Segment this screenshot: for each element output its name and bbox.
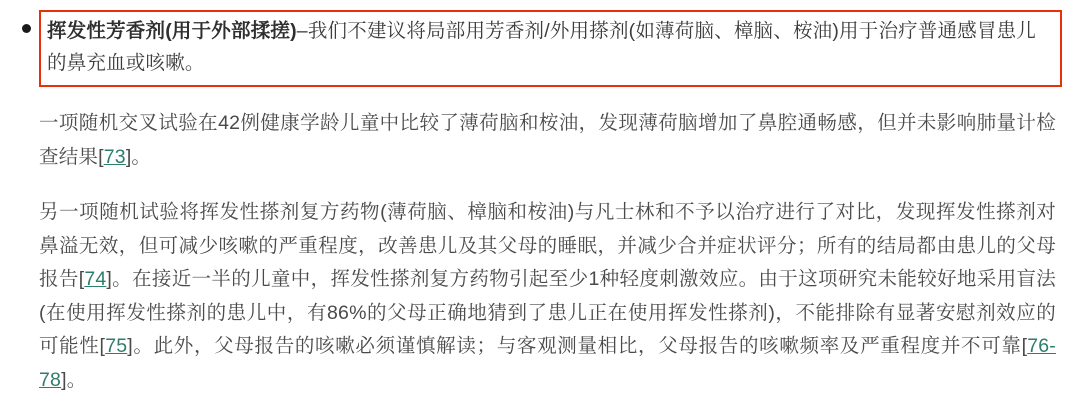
highlight-paragraph <box>47 16 1052 79</box>
bulleted-highlight-item <box>22 10 1062 87</box>
paragraph-text: ]。在接近一半的儿童中，挥发性搽剂复方药物引起至少1种轻度刺激效应。由于这项研究未能较好地采用盲法(在使用挥发性搽剂的患儿中，有86%的父母正确地猜到了患儿正在使用挥发性搽剂)，不能排除有显著安慰剂效应的可能性[ <box>39 268 1056 358</box>
paragraph-text: ]。此外，父母报告的咳嗽必须谨慎解读；与客观测量相比，父母报告的咳嗽频率及严重程度并不可靠[ <box>127 335 1028 358</box>
bullet-dot-icon <box>22 24 31 33</box>
paragraph-text: ]。 <box>125 145 152 168</box>
highlight-dash: – <box>296 20 308 42</box>
reference-link[interactable]: 76-78 <box>39 335 1056 391</box>
highlight-title: 挥发性芳香剂(用于外部揉搓) <box>47 20 297 42</box>
reference-link[interactable]: 74 <box>84 268 107 291</box>
reference-link[interactable]: 73 <box>103 145 126 168</box>
paragraph-text: ]。 <box>61 368 87 391</box>
highlight-body: 我们不建议将局部用芳香剂/外用搽剂(如薄荷脑、樟脑、桉油)用于治疗普通感冒患儿的鼻充血或咳嗽。 <box>47 20 1037 74</box>
paragraph-text: 另一项随机试验将挥发性搽剂复方药物(薄荷脑、樟脑和桉油)与凡士林和不予以治疗进行了对比，发现挥发性搽剂对鼻溢无效，但可减少咳嗽的严重程度，改善患儿及其父母的睡眠，并减少合并症状评分；所有的结局都由患儿的父母报告[ <box>39 201 1056 291</box>
reference-link[interactable]: 75 <box>105 335 128 358</box>
paragraph-text: 一项随机交叉试验在42例健康学龄儿童中比较了薄荷脑和桉油，发现薄荷脑增加了鼻腔通畅感，但并未影响肺量计检查结果[ <box>39 112 1056 168</box>
paragraph-1 <box>22 107 1062 174</box>
paragraph-2 <box>22 196 1062 397</box>
red-highlight-box <box>39 10 1062 87</box>
